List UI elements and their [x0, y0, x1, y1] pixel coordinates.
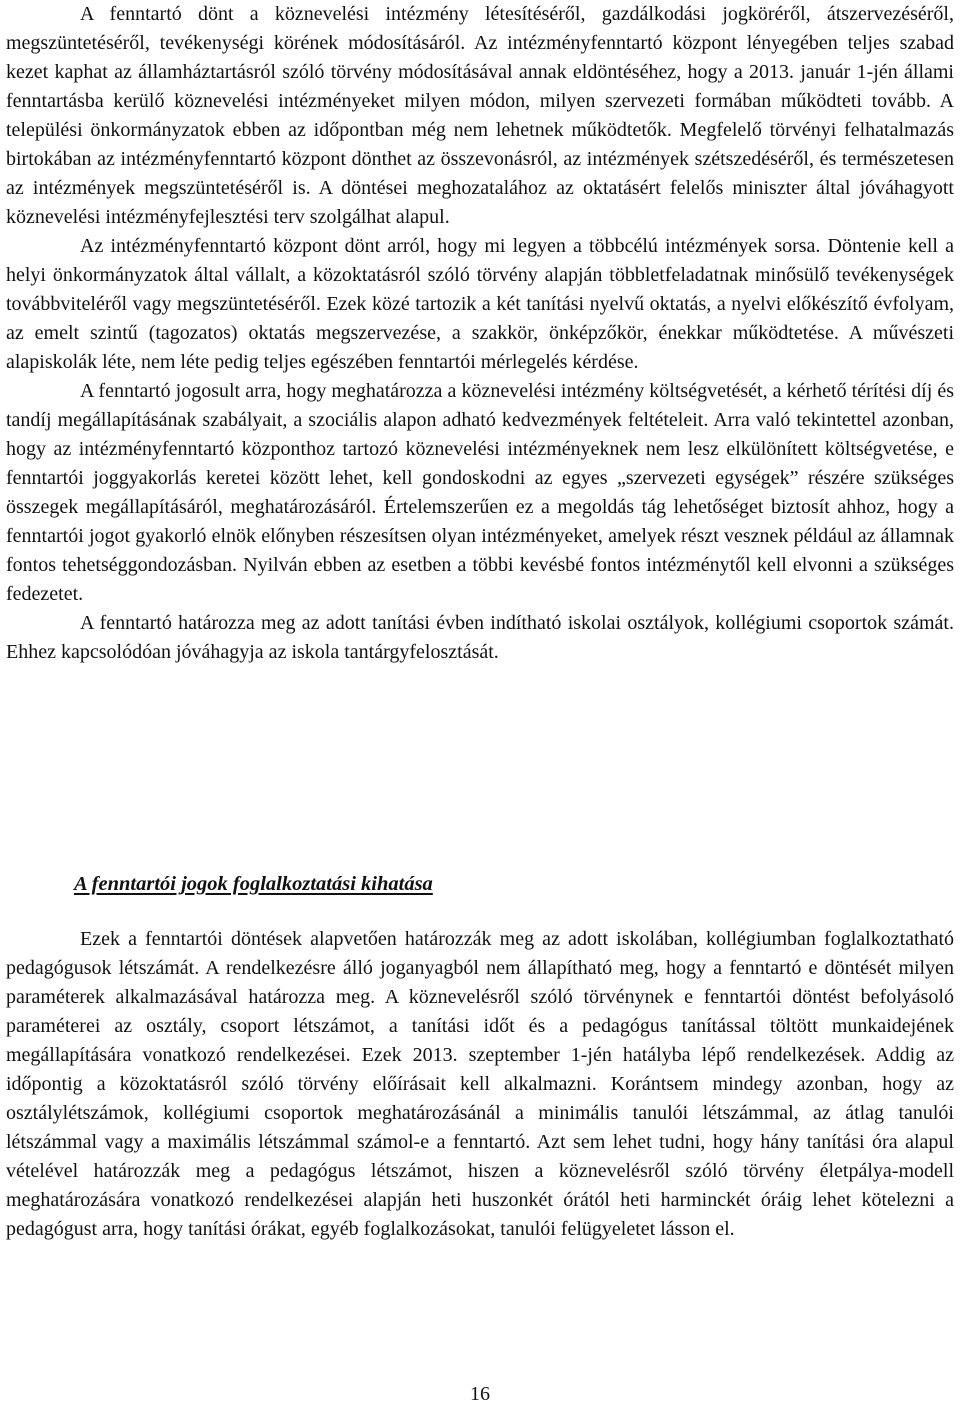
paragraph-tobbcelu-intezmenyek: Az intézményfenntartó központ dönt arról, hogy mi legyen a többcélú intézmények sorsa. Döntenie kell a helyi önkormányzatok által vállalt, a közoktatásról szóló törvény alapján többletfeladatnak minősülő tevékenységek továbbviteléről vagy megszüntetéséről. Ezek közé tartozik a két tanítási nyelvű oktatás, a nyelvi előkészítő évfolyam, az emelt szintű (tagozatos) oktatás megszervezése, a szakkör, önképzőkör, énekkar működtetése. A művészeti alapiskolák léte, nem léte pedig teljes egészében fenntartói mérlegelés kérdése. — [6, 235, 954, 373]
section-body — [6, 925, 954, 1244]
paragraph-osztalyok-szama: A fenntartó határozza meg az adott tanítási évben indítható iskolai osztályok, kollégiumi csoportok számát. Ehhez kapcsolódóan jóváhagyja az iskola tantárgyfelosztását. — [6, 612, 954, 663]
section-heading: A fenntartói jogok foglalkoztatási kihatása — [74, 873, 433, 895]
paragraph-koltsegvetes: A fenntartó jogosult arra, hogy meghatározza a köznevelési intézmény költségvetését, a kérhető térítési díj és tandíj megállapításának szabályait, a szociális alapon adható kedvezmények feltételeit. Arra való tekintettel azonban, hogy az intézményfenntartó központhoz tartozó köznevelési intézményeknek nem lesz elkülönített költségvetése, e fenntartói joggyakorlás keretei között lehet, kell gondoskodni az egyes „szervezeti egységek” részére szükséges összegek megállapításáról, meghatározásáról. Értelemszerűen ez a megoldás tág lehetőséget biztosít ahhoz, hogy a fenntartói jogot gyakorló elnök előnyben részesítsen olyan intézményeket, amelyek részt vesznek például az államnak fontos tehetséggondozásban. Nyilván ebben az esetben a többi kevésbé fontos intézménytől kell elvonni a szükséges fedezetet. — [6, 380, 954, 605]
document-page — [6, 0, 954, 667]
page-number: 16 — [470, 1383, 490, 1405]
paragraph-fenntarto-dont: A fenntartó dönt a köznevelési intézmény létesítéséről, gazdálkodási jogköréről, átszervezéséről, megszüntetéséről, tevékenységi körének módosításáról. Az intézményfenntartó központ lényegében teljes szabad kezet kaphat az államháztartásról szóló törvény módosításával annak eldöntéséhez, hogy a 2013. január 1-jén állami fenntartásba kerülő köznevelési intézményeket milyen módon, milyen szervezeti formában működteti tovább. A települési önkormányzatok ebben az időpontban még nem lehetnek működtetők. Megfelelő törvényi felhatalmazás birtokában az intézményfenntartó központ dönthet az összevonásról, az intézmények szétszedéséről, és természetesen az intézmények megszüntetéséről is. A döntései meghozatalához az oktatásért felelős miniszter által jóváhagyott köznevelési intézményfejlesztési terv szolgálhat alapul. — [6, 3, 954, 228]
paragraph-foglalkoztatas: Ezek a fenntartói döntések alapvetően határozzák meg az adott iskolában, kollégiumban foglalkoztatható pedagógusok létszámát. A rendelkezésre álló joganyagból nem állapítható meg, hogy a fenntartó e döntését milyen paraméterek alkalmazásával határozza meg. A köznevelésről szóló törvénynek e fenntartói döntést befolyásoló paraméterei az osztály, csoport létszámot, a tanítási időt és a pedagógus tanítással töltött munkaidejének megállapítására vonatkozó rendelkezései. Ezek 2013. szeptember 1-jén hatályba lépő rendelkezések. Addig az időpontig a közoktatásról szóló törvény előírásait kell alkalmazni. Korántsem mindegy azonban, hogy az osztálylétszámok, kollégiumi csoportok meghatározásánál a minimális tanulói létszámmal, az átlag tanulói létszámmal vagy a maximális létszámmal számol-e a fenntartó. Azt sem lehet tudni, hogy hány tanítási óra alapul vételével határozzák meg a pedagógus létszámot, hiszen a köznevelésről szóló törvény életpálya-modell meghatározására vonatkozó rendelkezései alapján heti huszonkét órától heti harminckét óráig lehet kötelezni a pedagógust arra, hogy tanítási órákat, egyéb foglalkozásokat, tanulói felügyeletet lásson el. — [6, 928, 954, 1240]
